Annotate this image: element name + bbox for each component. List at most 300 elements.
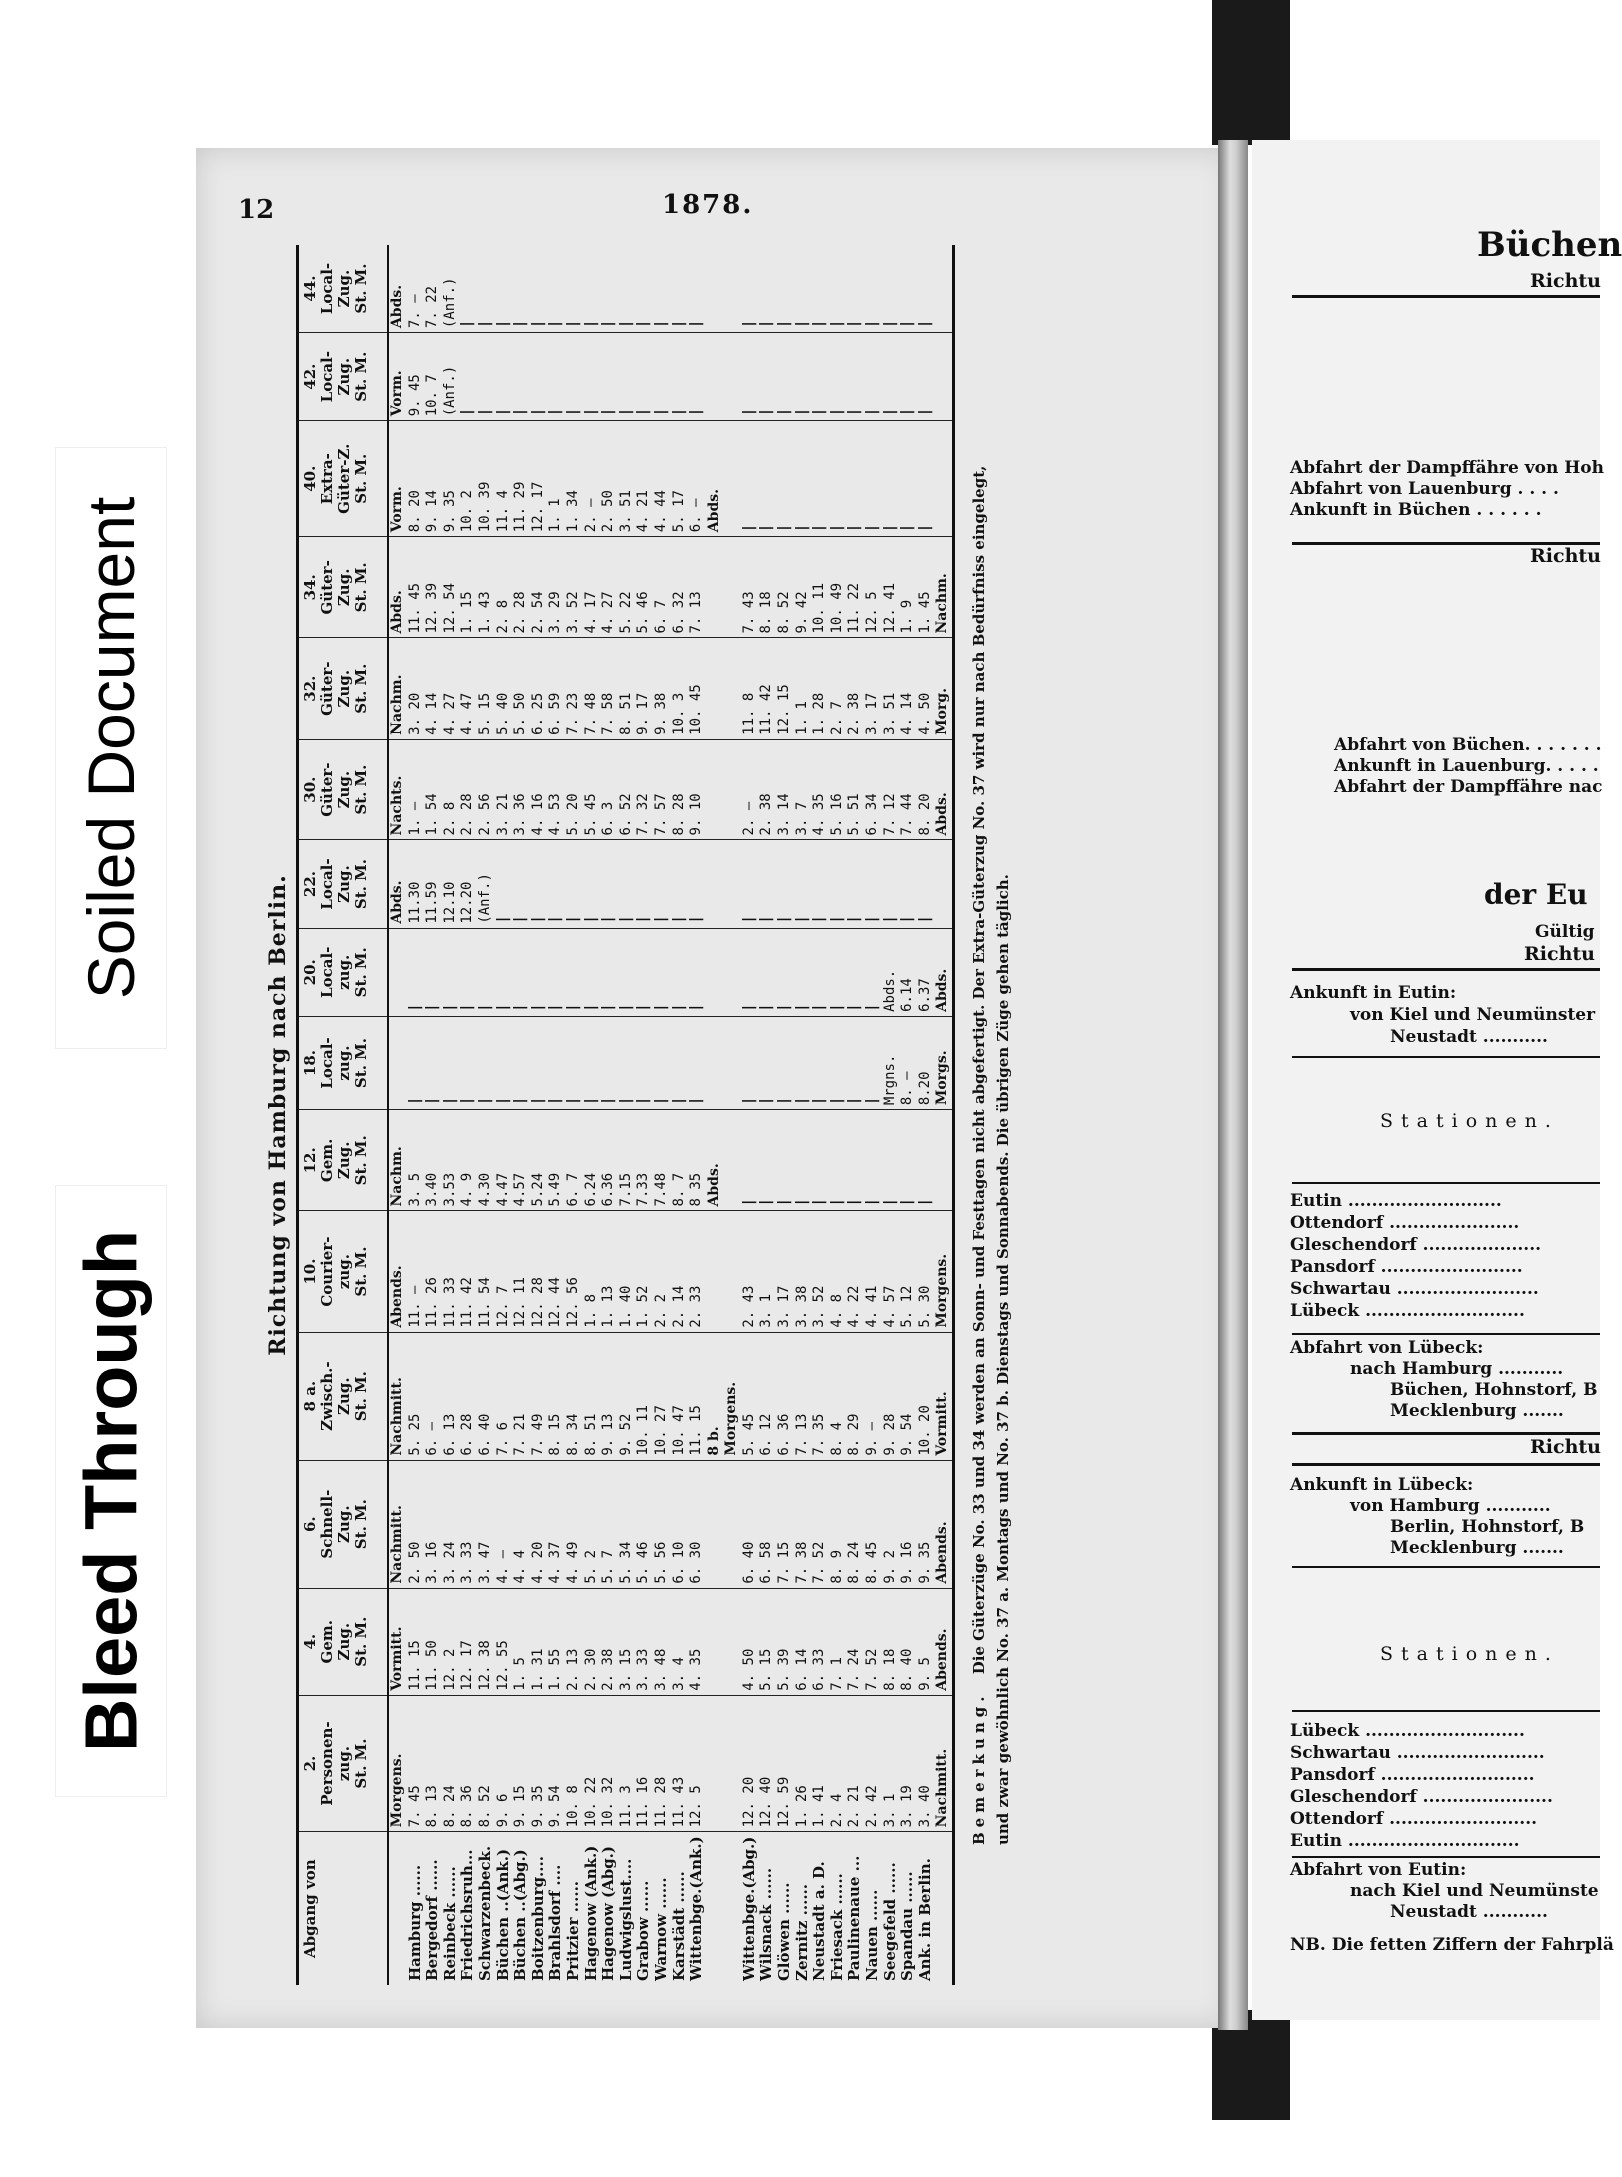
- time-cell: [459, 333, 477, 421]
- no-stop-mark: |: [600, 407, 617, 417]
- no-stop-mark: |: [459, 1003, 476, 1012]
- no-stop-mark: |: [688, 1096, 705, 1106]
- time-cell: 5. 7: [600, 1460, 618, 1588]
- no-stop-mark: |: [864, 407, 881, 417]
- time-cell: 5. 17: [671, 421, 689, 537]
- table-row: [917, 245, 935, 1985]
- no-stop-mark: |: [881, 1198, 898, 1207]
- time-cell: [530, 333, 548, 421]
- time-cell: [758, 1110, 776, 1211]
- time-cell: 3. 40: [917, 1695, 935, 1832]
- no-stop-mark: |: [582, 1003, 599, 1012]
- time-cell: [829, 333, 847, 421]
- train-header-4: [298, 1211, 389, 1332]
- no-stop-mark: |: [670, 319, 687, 329]
- right-page-note: NB. Die fetten Ziffern der Fahrplä: [1290, 1935, 1614, 1955]
- station-name: Glöwen ......: [775, 1882, 794, 1981]
- text-line: Ankunft in Lübeck:: [1290, 1475, 1474, 1495]
- no-stop-mark: |: [776, 407, 793, 417]
- station-name: Paulinenaue ...: [845, 1855, 864, 1981]
- day-label-text: Abds.: [705, 1163, 722, 1207]
- time-cell: [653, 1016, 671, 1109]
- table-row: [495, 245, 513, 1985]
- time-cell: [495, 928, 513, 1016]
- no-stop-mark: |: [864, 1198, 881, 1207]
- time-cell: 10. 32: [600, 1695, 618, 1832]
- time-cell: 2. 13: [565, 1588, 583, 1695]
- time-cell: [635, 840, 653, 928]
- time-cell: 3. 33: [459, 1460, 477, 1588]
- remark-line-1: Die Güterzüge No. 33 und 34 werden an Sonn- und Festtagen nicht abgefertigt. Der Extra-Güterzug No. 37 wird nur nach Bedürfniss eingelegt,: [970, 465, 988, 1675]
- no-stop-mark: |: [899, 523, 916, 533]
- train-unit: St. M.: [352, 1246, 370, 1297]
- time-cell: 6. 28: [459, 1332, 477, 1460]
- no-stop-mark: |: [916, 319, 933, 329]
- time-cell: 12. 40: [758, 1695, 776, 1832]
- day-label: [934, 739, 953, 840]
- time-cell: 1. 9: [899, 537, 917, 638]
- time-cell: [530, 1016, 548, 1109]
- no-stop-mark: |: [846, 1003, 863, 1012]
- time-cell: [583, 245, 601, 333]
- time-cell: 8. 7: [671, 1110, 689, 1211]
- time-cell: 1. 1: [794, 638, 812, 739]
- no-stop-mark: |: [459, 407, 476, 417]
- time-cell: 3. 38: [794, 1211, 812, 1332]
- no-stop-mark: |: [424, 1096, 441, 1106]
- train-header-10: [298, 638, 389, 739]
- time-cell: 11. —: [407, 1211, 425, 1332]
- station-name: Hagenow (Abg.): [599, 1846, 618, 1981]
- time-cell: 12.20: [459, 840, 477, 928]
- time-cell: 4. 21: [635, 421, 653, 537]
- time-cell: 8. 40: [899, 1588, 917, 1695]
- time-cell: 4. 50: [917, 638, 935, 739]
- no-stop-mark: |: [846, 1096, 863, 1106]
- time-cell: 10. 11: [811, 537, 829, 638]
- text-line: nach Kiel und Neumünste: [1350, 1881, 1599, 1901]
- time-cell: 12. 17: [530, 421, 548, 537]
- time-cell: 1. 13: [600, 1211, 618, 1332]
- time-cell: [424, 1016, 442, 1109]
- time-cell: 2. 28: [512, 537, 530, 638]
- time-cell: 12. 17: [459, 1588, 477, 1695]
- time-cell: [583, 1016, 601, 1109]
- train-header-3: [298, 1332, 389, 1460]
- time-cell: 3. 24: [442, 1460, 460, 1588]
- no-stop-mark: |: [476, 407, 493, 417]
- time-cell: 5. 39: [776, 1588, 794, 1695]
- time-cell: 6. 32: [671, 537, 689, 638]
- time-cell: [758, 928, 776, 1016]
- time-cell: [442, 1016, 460, 1109]
- time-cell: [583, 840, 601, 928]
- no-stop-mark: |: [916, 1198, 933, 1207]
- time-cell: 1. 15: [459, 537, 477, 638]
- time-cell: [811, 840, 829, 928]
- time-cell: 6. 36: [776, 1332, 794, 1460]
- text-line: Ankunft in Büchen . . . . . .: [1290, 500, 1542, 520]
- time-cell: [495, 333, 513, 421]
- time-cell: 4. 16: [530, 739, 548, 840]
- day-label: [934, 1110, 953, 1211]
- train-unit: St. M.: [352, 764, 370, 815]
- time-cell: 4. 20: [530, 1460, 548, 1588]
- bleed-through-tag: [55, 1185, 167, 1797]
- day-label: [934, 840, 953, 928]
- station-name: Friedrichsruh...: [458, 1849, 477, 1981]
- day-label-text: Morgens.: [934, 1253, 951, 1328]
- no-stop-mark: |: [740, 915, 757, 924]
- time-cell: [776, 421, 794, 537]
- time-cell: 11. 45: [407, 537, 425, 638]
- text-line: Abfahrt der Dampffähre von Hoh: [1290, 458, 1604, 478]
- time-cell: [794, 840, 812, 928]
- time-cell: [899, 840, 917, 928]
- station-name: Wittenbge.(Abg.): [739, 1836, 758, 1981]
- time-cell: [794, 421, 812, 537]
- time-cell: 12. 11: [512, 1211, 530, 1332]
- time-cell: [846, 1016, 864, 1109]
- text-line: Neustadt ...........: [1390, 1902, 1548, 1922]
- no-stop-mark: |: [688, 915, 705, 924]
- time-cell: 6. 33: [811, 1588, 829, 1695]
- time-cell: 9. 6: [495, 1695, 513, 1832]
- time-cell: 3. 52: [811, 1211, 829, 1332]
- time-cell: [671, 840, 689, 928]
- time-cell: [829, 928, 847, 1016]
- time-cell: 2. —: [741, 739, 759, 840]
- table-row: [530, 245, 548, 1985]
- time-cell: 3. 51: [882, 638, 900, 739]
- no-stop-mark: |: [811, 1096, 828, 1106]
- no-stop-mark: |: [740, 523, 757, 533]
- time-cell: [583, 333, 601, 421]
- day-label-text: Morgs.: [934, 1050, 951, 1106]
- day-label: [934, 421, 953, 537]
- no-stop-mark: |: [529, 1003, 546, 1012]
- no-stop-mark: |: [811, 319, 828, 329]
- time-cell: 7. 22: [424, 245, 442, 333]
- no-stop-mark: |: [600, 319, 617, 329]
- time-cell: 7.33: [635, 1110, 653, 1211]
- no-stop-mark: |: [406, 1003, 423, 1012]
- time-cell: 3. 5: [407, 1110, 425, 1211]
- table-row: [811, 245, 829, 1985]
- time-cell: [688, 245, 706, 333]
- time-cell: 9. 54: [899, 1332, 917, 1460]
- right-direction-2: Richtu: [1530, 545, 1601, 567]
- no-stop-mark: |: [652, 319, 669, 329]
- time-cell: 12.10: [442, 840, 460, 928]
- time-cell: 6.24: [583, 1110, 601, 1211]
- no-stop-mark: |: [547, 407, 564, 417]
- day-label: [934, 1016, 953, 1109]
- arrival-eutin-block: [1290, 982, 1595, 1048]
- time-cell: 10. 27: [653, 1332, 671, 1460]
- time-cell: 12. 2: [442, 1588, 460, 1695]
- no-stop-mark: |: [776, 915, 793, 924]
- time-cell: 7.48: [653, 1110, 671, 1211]
- no-stop-mark: |: [459, 1096, 476, 1106]
- time-cell: 3. 48: [653, 1588, 671, 1695]
- time-cell: 8. 36: [459, 1695, 477, 1832]
- time-cell: [741, 1016, 759, 1109]
- time-cell: 5. 40: [495, 638, 513, 739]
- page-number: 12: [238, 195, 275, 225]
- ferry-block-2: [1334, 735, 1602, 798]
- day-label: [706, 1016, 741, 1109]
- day-label: [706, 245, 741, 333]
- time-cell: [565, 245, 583, 333]
- day-label: [706, 1588, 741, 1695]
- no-stop-mark: |: [635, 319, 652, 329]
- time-cell: [600, 1016, 618, 1109]
- departure-luebeck-block: [1290, 1338, 1597, 1422]
- table-row: [653, 245, 671, 1985]
- time-cell: 3. 21: [495, 739, 513, 840]
- time-cell: [864, 1110, 882, 1211]
- time-cell: 11. 15: [688, 1332, 706, 1460]
- remark-line-2: und zwar gewöhnlich No. 37 a. Montags und No. 37 b. Dienstags und Sonnabends. Die übrigen Züge gehen täglich.: [994, 874, 1012, 1845]
- no-stop-mark: |: [494, 1096, 511, 1106]
- day-label-text: Abds.: [389, 284, 405, 329]
- no-stop-mark: |: [740, 407, 757, 417]
- time-cell: [688, 333, 706, 421]
- table-row: [776, 245, 794, 1985]
- day-label: [706, 840, 741, 928]
- time-cell: 10. 2: [459, 421, 477, 537]
- time-cell: [776, 1110, 794, 1211]
- day-label: [388, 1110, 407, 1211]
- no-stop-mark: |: [916, 915, 933, 924]
- no-stop-mark: |: [494, 1003, 511, 1012]
- time-cell: 6. 59: [547, 638, 565, 739]
- rule: [1292, 1566, 1600, 1568]
- day-label-text: Nachmitt.: [389, 1377, 405, 1456]
- train-type: 34. Güter- Zug.: [301, 560, 353, 615]
- time-cell: 4. 17: [583, 537, 601, 638]
- train-type: 30. Güter- Zug.: [301, 762, 353, 817]
- no-stop-mark: |: [811, 1198, 828, 1207]
- train-type: 4. Gem. Zug.: [301, 1619, 353, 1664]
- time-cell: [776, 840, 794, 928]
- time-cell: [530, 928, 548, 1016]
- time-cell: 11. 42: [758, 638, 776, 739]
- day-label: [706, 333, 741, 421]
- text-line: Schwartau ........................: [1290, 1279, 1539, 1299]
- time-cell: [600, 928, 618, 1016]
- time-cell: 1. 52: [635, 1211, 653, 1332]
- text-line: Eutin .............................: [1290, 1831, 1520, 1851]
- time-cell: 4. 50: [741, 1588, 759, 1695]
- rule: [1292, 1182, 1600, 1184]
- no-stop-mark: |: [617, 1003, 634, 1012]
- time-cell: 11. 50: [424, 1588, 442, 1695]
- time-cell: [635, 928, 653, 1016]
- train-header-9: [298, 739, 389, 840]
- time-cell: [671, 333, 689, 421]
- station-name: Brahlsdorf ....: [546, 1864, 565, 1981]
- rule: [1292, 968, 1600, 971]
- no-stop-mark: |: [811, 1003, 828, 1012]
- time-cell: 1. —: [407, 739, 425, 840]
- time-cell: [794, 1016, 812, 1109]
- day-label: [934, 1460, 953, 1588]
- time-cell: [829, 1016, 847, 1109]
- time-cell: 2. 8: [442, 739, 460, 840]
- time-cell: 3. 17: [776, 1211, 794, 1332]
- time-cell: 3. 33: [635, 1588, 653, 1695]
- time-cell: 2. 50: [407, 1460, 425, 1588]
- time-cell: 9. 45: [407, 333, 425, 421]
- text-line: Abfahrt von Lübeck:: [1290, 1338, 1484, 1358]
- time-cell: Mrgns.: [882, 1016, 900, 1109]
- no-stop-mark: |: [846, 1198, 863, 1207]
- time-cell: [758, 245, 776, 333]
- time-cell: [653, 245, 671, 333]
- no-stop-mark: |: [846, 915, 863, 924]
- day-label: [706, 537, 741, 638]
- table-row: [688, 245, 706, 1985]
- time-cell: 1. 34: [565, 421, 583, 537]
- time-cell: 4. 27: [600, 537, 618, 638]
- day-label: [388, 739, 407, 840]
- table-row: [671, 245, 689, 1985]
- timetable-panel: [260, 245, 1170, 1985]
- text-line: Ottendorf ......................: [1290, 1213, 1520, 1233]
- time-cell: [794, 1110, 812, 1211]
- train-unit: St. M.: [352, 663, 370, 714]
- train-header-8: [298, 840, 389, 928]
- no-stop-mark: |: [916, 523, 933, 533]
- day-label-text: Abds.: [934, 792, 951, 836]
- time-cell: 2. 21: [846, 1695, 864, 1832]
- time-cell: 7. —: [407, 245, 425, 333]
- no-stop-mark: |: [864, 523, 881, 533]
- time-cell: 9. 35: [917, 1460, 935, 1588]
- time-cell: 5. 16: [829, 739, 847, 840]
- station-name: Pritzier ......: [563, 1880, 582, 1981]
- time-cell: 3. 14: [776, 739, 794, 840]
- text-line: Abfahrt von Eutin:: [1290, 1860, 1467, 1880]
- station-name: Büchen ..(Abg.): [511, 1849, 530, 1981]
- train-unit: St. M.: [352, 562, 370, 613]
- time-cell: [547, 928, 565, 1016]
- time-cell: [899, 333, 917, 421]
- time-cell: [811, 1110, 829, 1211]
- time-cell: 7. 49: [530, 1332, 548, 1460]
- time-cell: 2. 8: [495, 537, 513, 638]
- no-stop-mark: |: [740, 319, 757, 329]
- time-cell: [653, 333, 671, 421]
- day-label: [388, 1695, 407, 1832]
- time-cell: 5. 46: [635, 537, 653, 638]
- time-cell: 10. 3: [671, 638, 689, 739]
- time-cell: 12. 38: [477, 1588, 495, 1695]
- time-cell: 12. 28: [530, 1211, 548, 1332]
- time-cell: [477, 1016, 495, 1109]
- time-cell: 3. 17: [864, 638, 882, 739]
- time-cell: [618, 928, 636, 1016]
- no-stop-mark: |: [670, 1003, 687, 1012]
- no-stop-mark: |: [881, 915, 898, 924]
- time-cell: 8. 52: [776, 537, 794, 638]
- time-cell: [512, 840, 530, 928]
- rule: [1292, 1463, 1600, 1466]
- no-stop-mark: |: [564, 1096, 581, 1106]
- time-cell: [864, 840, 882, 928]
- table-row: [741, 245, 759, 1985]
- time-cell: [477, 928, 495, 1016]
- text-line: Abfahrt von Büchen. . . . . . .: [1334, 735, 1602, 755]
- day-label: [706, 1695, 741, 1832]
- time-cell: 5. 20: [565, 739, 583, 840]
- day-label-text: 8 b. Morgens.: [705, 1381, 740, 1456]
- stations-block-2: [1290, 1720, 1553, 1852]
- time-cell: 5. 50: [512, 638, 530, 739]
- time-cell: 4. 41: [864, 1211, 882, 1332]
- time-cell: 3. 16: [424, 1460, 442, 1588]
- time-cell: 5. 45: [583, 739, 601, 840]
- day-label-text: Abends.: [389, 1265, 405, 1328]
- time-cell: 8. 15: [547, 1332, 565, 1460]
- train-unit: St. M.: [352, 859, 370, 910]
- time-cell: 7. 13: [794, 1332, 812, 1460]
- time-cell: [846, 421, 864, 537]
- time-cell: 7. 32: [635, 739, 653, 840]
- text-line: Pansdorf ..........................: [1290, 1765, 1535, 1785]
- table-row: [512, 245, 530, 1985]
- time-cell: [688, 1016, 706, 1109]
- time-cell: 4. 35: [811, 739, 829, 840]
- time-cell: 3. 4: [671, 1588, 689, 1695]
- no-stop-mark: |: [828, 407, 845, 417]
- time-cell: [671, 1016, 689, 1109]
- time-cell: 7. 15: [776, 1460, 794, 1588]
- timetable-header-row: [298, 245, 389, 1985]
- time-cell: 10. 39: [477, 421, 495, 537]
- time-cell: 12. 5: [864, 537, 882, 638]
- time-cell: [459, 928, 477, 1016]
- time-cell: 5.24: [530, 1110, 548, 1211]
- no-stop-mark: |: [828, 915, 845, 924]
- time-cell: 5. 15: [477, 638, 495, 739]
- time-cell: 1. 1: [547, 421, 565, 537]
- day-label: [934, 1588, 953, 1695]
- no-stop-mark: |: [846, 407, 863, 417]
- time-cell: 12. 54: [442, 537, 460, 638]
- no-stop-mark: |: [600, 1096, 617, 1106]
- day-label-text: Nachmitt.: [934, 1748, 951, 1828]
- time-cell: [758, 840, 776, 928]
- station-name: Bergedorf ......: [423, 1859, 442, 1981]
- time-cell: [917, 421, 935, 537]
- time-cell: 3. 36: [512, 739, 530, 840]
- time-cell: 5. 2: [583, 1460, 601, 1588]
- no-stop-mark: |: [793, 319, 810, 329]
- no-stop-mark: |: [864, 319, 881, 329]
- station-column-header: Abgang von: [298, 1832, 389, 1985]
- timetable-remark: [955, 245, 1015, 1985]
- time-cell: 6. 7: [653, 537, 671, 638]
- time-cell: 1. 28: [811, 638, 829, 739]
- time-cell: 4. 53: [547, 739, 565, 840]
- time-cell: 7. 6: [495, 1332, 513, 1460]
- time-cell: 7. 35: [811, 1332, 829, 1460]
- time-cell: 12. 44: [547, 1211, 565, 1332]
- time-cell: 6. 52: [618, 739, 636, 840]
